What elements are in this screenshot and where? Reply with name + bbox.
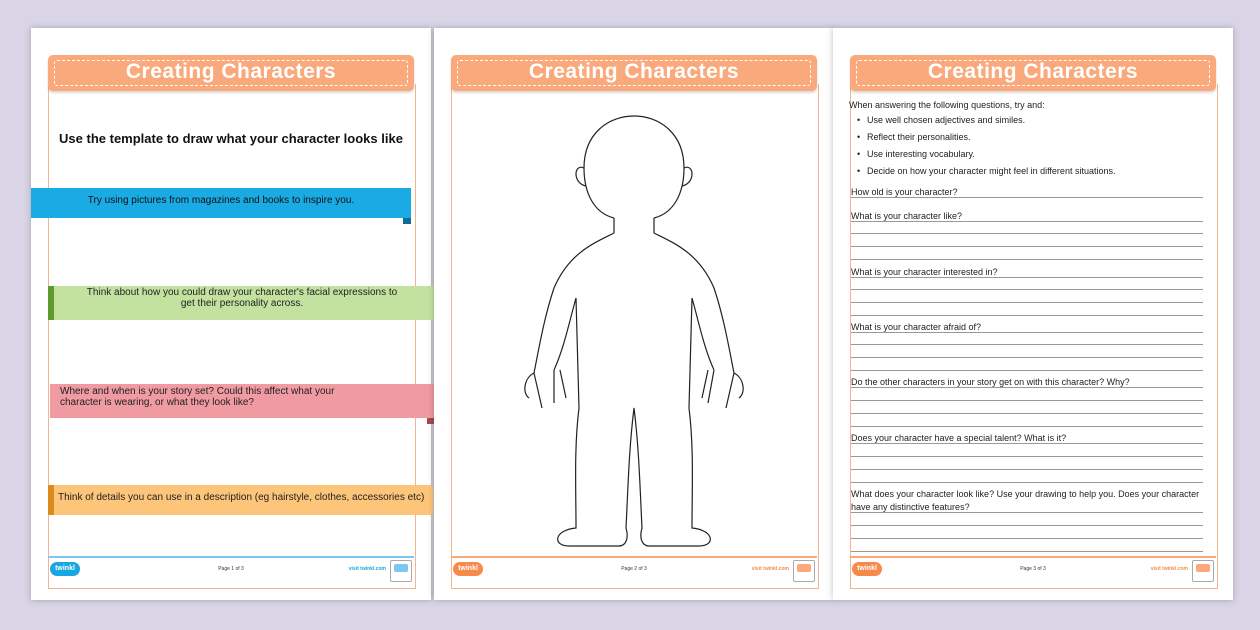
page-footer <box>48 556 414 588</box>
quality-badge-icon <box>1192 560 1214 582</box>
question-7 <box>851 488 1203 558</box>
page-title: Creating Characters <box>927 60 1139 83</box>
question-6 <box>851 433 1203 483</box>
quality-badge-icon <box>793 560 815 582</box>
tip-ribbon-4 <box>50 485 433 515</box>
list-item: • Decide on how your character might feel in different situations. <box>857 166 1115 183</box>
page-footer <box>451 556 817 588</box>
page-footer <box>850 556 1216 588</box>
tip-ribbon-1 <box>31 188 411 218</box>
tip-ribbon-2 <box>50 286 434 320</box>
page-title: Creating Characters <box>125 60 337 83</box>
question-text: Does your character have a special talent? What is it? <box>851 433 1067 443</box>
twinkl-logo: twinkl <box>50 562 80 576</box>
worksheet-page-3 <box>833 28 1233 600</box>
tip-ribbon-3 <box>50 384 435 418</box>
site-link[interactable]: visit twinkl.com <box>348 566 386 572</box>
site-link[interactable]: visit twinkl.com <box>751 566 789 572</box>
title-banner <box>451 55 817 91</box>
question-text: What is your character interested in? <box>851 267 998 277</box>
page-number: Page 2 of 3 <box>621 566 647 572</box>
title-banner <box>850 55 1216 91</box>
site-link[interactable]: visit twinkl.com <box>1150 566 1188 572</box>
twinkl-logo: twinkl <box>453 562 483 576</box>
quality-badge-icon <box>390 560 412 582</box>
intro-text: When answering the following questions, try and: <box>849 100 1045 110</box>
tip-text: Think of details you can use in a description (eg hairstyle, clothes, accessories etc) <box>58 492 425 503</box>
character-outline-template <box>514 108 754 548</box>
title-banner <box>48 55 414 91</box>
page-title: Creating Characters <box>528 60 740 83</box>
question-3 <box>851 267 1203 317</box>
question-text: What is your character afraid of? <box>851 322 982 332</box>
twinkl-logo: twinkl <box>852 562 882 576</box>
worksheet-page-2 <box>434 28 834 600</box>
list-item: • Reflect their personalities. <box>857 132 1115 149</box>
tips-list <box>857 115 1115 183</box>
question-5 <box>851 377 1203 427</box>
tip-text: Think about how you could draw your character's facial expressions to get their personality across. <box>86 287 398 309</box>
question-text: What does your character look like? Use your drawing to help you. Does your character have any distinctive features? <box>851 489 1200 512</box>
page-number: Page 1 of 3 <box>218 566 244 572</box>
instruction-heading: Use the template to draw what your character looks like <box>59 131 403 146</box>
question-text: How old is your character? <box>851 187 958 197</box>
tip-text: Try using pictures from magazines and books to inspire you. <box>87 195 355 206</box>
page-number: Page 3 of 3 <box>1020 566 1046 572</box>
question-text: Do the other characters in your story get on with this character? Why? <box>851 377 1130 387</box>
question-4 <box>851 322 1203 372</box>
tip-text: Where and when is your story set? Could this affect what your character is wearing, or what they look like? <box>60 386 335 408</box>
list-item: • Use well chosen adjectives and similes. <box>857 115 1115 132</box>
worksheet-page-1 <box>31 28 431 600</box>
question-2 <box>851 211 1203 261</box>
question-text: What is your character like? <box>851 211 963 221</box>
list-item: • Use interesting vocabulary. <box>857 149 1115 166</box>
question-1 <box>851 187 1203 199</box>
